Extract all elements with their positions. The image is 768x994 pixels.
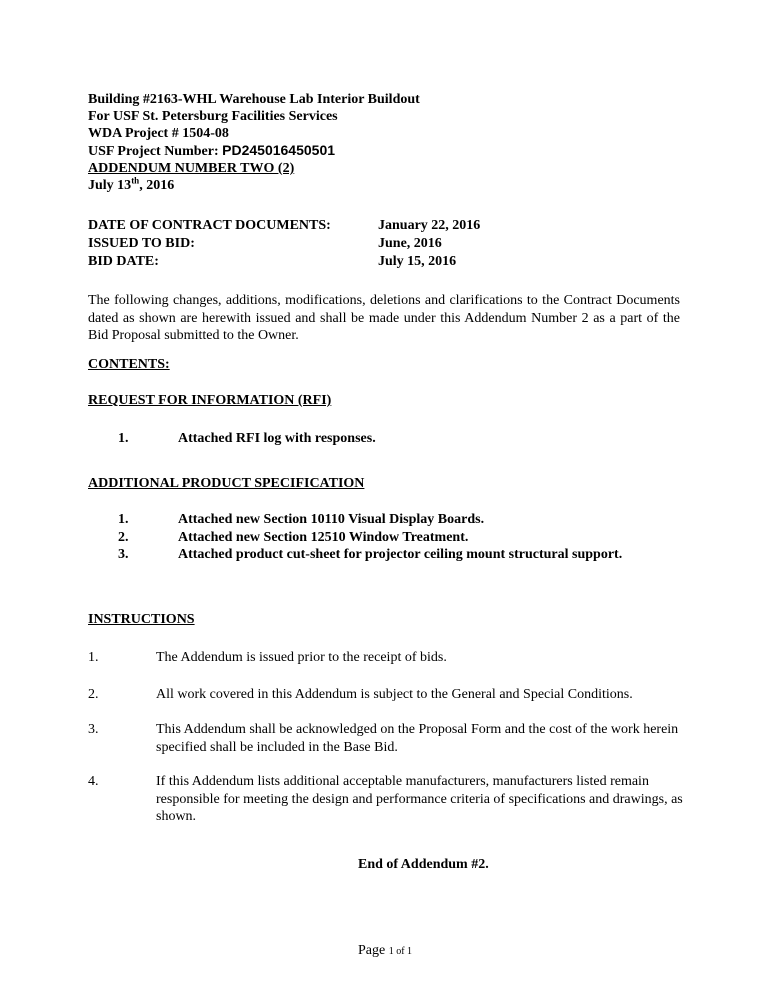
instruction-number: 3. [88, 722, 99, 737]
list-item [118, 546, 622, 564]
contract-documents-date: January 22, 2016 [378, 218, 481, 233]
list-item-text: Attached new Section 10110 Visual Display Boards. [178, 512, 485, 527]
list-item-number: 3. [118, 547, 129, 562]
issued-to-bid-date: June, 2016 [378, 236, 442, 251]
issued-to-bid-label: ISSUED TO BID: [88, 236, 195, 251]
rfi-heading: REQUEST FOR INFORMATION (RFI) [88, 393, 332, 408]
instruction-text: If this Addendum lists additional acceptable manufacturers, manufacturers listed remain responsible for meeting the design and performance criteria of specifications and drawings, as shown. [156, 774, 683, 824]
page-count: 1 of 1 [388, 946, 413, 957]
product-spec-heading: ADDITIONAL PRODUCT SPECIFICATION [88, 476, 365, 491]
date-labels [88, 217, 331, 271]
end-of-addendum: End of Addendum #2. [358, 857, 489, 872]
instruction-number: 2. [88, 687, 99, 702]
header-wda-project: WDA Project # 1504-08 [88, 126, 229, 141]
list-item-text: Attached product cut-sheet for projector ceiling mount structural support. [178, 547, 623, 562]
list-item-number: 1. [118, 512, 129, 527]
addendum-title: ADDENDUM NUMBER TWO (2) [88, 161, 295, 176]
bid-date: July 15, 2016 [378, 254, 457, 269]
instructions-heading: INSTRUCTIONS [88, 612, 195, 627]
instruction-item [88, 649, 688, 667]
bid-date-label: BID DATE: [88, 254, 159, 269]
addendum-date-year: , 2016 [139, 178, 175, 193]
project-number-label: USF Project Number: [88, 144, 223, 159]
list-item-number: 2. [118, 529, 129, 545]
instruction-text: This Addendum shall be acknowledged on the Proposal Form and the cost of the work herein specified shall be included in the Base Bid. [156, 722, 679, 755]
header-client: For USF St. Petersburg Facilities Services [88, 109, 338, 124]
instruction-item [88, 773, 688, 826]
product-spec-list [118, 511, 622, 564]
list-item-text: Attached RFI log with responses. [178, 431, 376, 446]
list-item [118, 430, 376, 448]
contents-heading: CONTENTS: [88, 357, 170, 372]
addendum-date [88, 177, 420, 194]
intro-paragraph: The following changes, additions, modifications, deletions and clarifications to the Contract Documents dated as shown are herewith issued and shall be made under this Addendum Number 2 as a part of the Bid Proposal submitted to the Owner. [88, 293, 680, 343]
list-item [118, 511, 622, 529]
instruction-item [88, 721, 688, 756]
list-item-text: Attached new Section 12510 Window Treatment. [178, 529, 469, 545]
page-footer [358, 943, 412, 959]
addendum-date-sup: th [131, 175, 140, 186]
instruction-number: 1. [88, 650, 99, 665]
page-label: Page [358, 943, 389, 958]
header-usf-project [88, 142, 420, 160]
addendum-date-day: July 13 [88, 178, 132, 193]
header-building: Building #2163-WHL Warehouse Lab Interior Buildout [88, 92, 420, 107]
project-number: PD245016450501 [222, 142, 336, 158]
instruction-text: All work covered in this Addendum is subject to the General and Special Conditions. [156, 687, 633, 702]
contract-documents-label: DATE OF CONTRACT DOCUMENTS: [88, 218, 331, 233]
list-item-number: 1. [118, 431, 129, 446]
instruction-number: 4. [88, 774, 99, 789]
instruction-item [88, 686, 688, 704]
instruction-text: The Addendum is issued prior to the receipt of bids. [156, 650, 447, 665]
rfi-list [118, 430, 376, 448]
document-header [88, 91, 420, 194]
list-item [118, 529, 622, 547]
date-values [378, 217, 480, 271]
